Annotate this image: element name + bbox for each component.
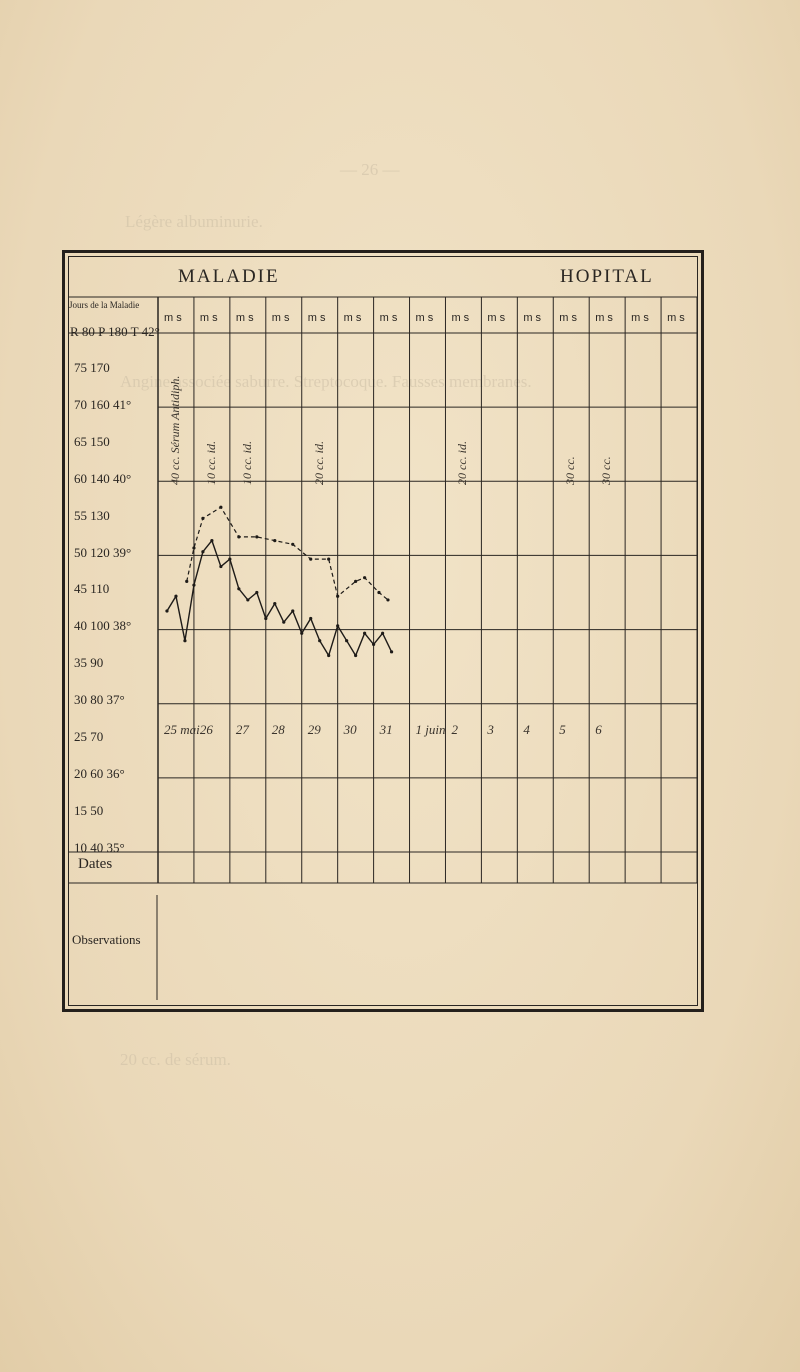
data-point-p <box>273 539 276 542</box>
axis-label: 40 100 38° <box>74 618 132 634</box>
ms-label: m s <box>415 312 434 324</box>
data-point-t <box>390 650 393 653</box>
data-point-t <box>318 639 321 642</box>
date-label: 25 mai <box>164 722 200 737</box>
data-point-p <box>219 506 222 509</box>
ms-label: m s <box>595 312 613 324</box>
date-label: 5 <box>559 722 566 737</box>
data-point-t <box>309 617 312 620</box>
ms-label: m s <box>523 312 542 324</box>
ms-label: m s <box>307 312 326 324</box>
data-point-p <box>377 591 380 594</box>
date-label: 2 <box>451 722 458 737</box>
axis-label: 65 150 <box>74 433 110 449</box>
axis-label: 20 60 36° <box>74 765 125 781</box>
data-point-t <box>255 591 258 594</box>
data-point-t <box>264 617 267 620</box>
axis-label: 45 110 <box>74 581 110 597</box>
data-point-t <box>336 624 339 627</box>
data-point-t <box>291 609 294 612</box>
date-label: 30 <box>343 722 357 737</box>
bleed-through-text: Angine associée saburre. Streptocoque. Fausses membranes. <box>120 372 532 391</box>
data-point-p <box>255 535 258 538</box>
data-point-t <box>354 654 357 657</box>
title-maladie: MALADIE <box>178 266 280 287</box>
data-point-p <box>309 558 312 561</box>
ms-label: m s <box>451 312 470 324</box>
axis-label: 70 160 41° <box>74 396 132 412</box>
ms-label: m s <box>271 312 290 324</box>
row-header-scale: R 80 P 180 T 42° <box>70 324 160 339</box>
bleed-through-text: Légère albuminurie. <box>125 212 263 231</box>
data-point-p <box>185 580 188 583</box>
ms-label: m s <box>487 312 506 324</box>
data-point-t <box>381 632 384 635</box>
ms-label: m s <box>199 312 218 324</box>
ms-label: m s <box>667 312 685 324</box>
injection-note: 10 cc. id. <box>239 441 254 485</box>
axis-label: 15 50 <box>74 802 104 818</box>
data-point-t <box>363 632 366 635</box>
series-line-t <box>167 541 392 656</box>
injection-note: 40 cc. Sérum Antidiph. <box>168 375 182 485</box>
data-point-p <box>291 543 294 546</box>
axis-label: 35 90 <box>74 655 104 671</box>
axis-label: 75 170 <box>74 360 110 375</box>
data-point-p <box>327 558 330 561</box>
data-point-p <box>386 598 389 601</box>
data-point-t <box>192 583 195 586</box>
dates-label: Dates <box>78 856 113 872</box>
data-point-p <box>192 546 195 549</box>
data-point-t <box>174 595 177 598</box>
bleed-through-text: 20 cc. de sérum. <box>120 1050 231 1069</box>
data-point-t <box>246 598 249 601</box>
bleed-through-text: — 26 — <box>340 160 400 179</box>
axis-label: 50 120 39° <box>74 544 132 560</box>
data-point-t <box>345 639 348 642</box>
injection-note: 20 cc. id. <box>311 441 326 485</box>
axis-label: 60 140 40° <box>74 470 132 486</box>
data-point-t <box>273 602 276 605</box>
data-point-p <box>201 517 204 520</box>
injection-note: 30 cc. <box>563 456 578 485</box>
date-label: 1 juin <box>415 722 446 737</box>
data-point-t <box>201 550 204 553</box>
ms-label: m s <box>631 312 649 324</box>
data-point-t <box>327 654 330 657</box>
data-point-p <box>354 580 357 583</box>
title-hopital: HOPITAL <box>560 266 654 287</box>
date-label: 28 <box>271 722 285 737</box>
date-label: 29 <box>307 722 321 737</box>
data-point-p <box>237 535 240 538</box>
axis-label: 55 130 <box>74 507 110 523</box>
ms-label: m s <box>379 312 398 324</box>
data-point-p <box>363 576 366 579</box>
date-label: 6 <box>595 722 602 737</box>
injection-note: 20 cc. id. <box>455 441 470 485</box>
observations-label: Observations <box>72 932 141 947</box>
injection-note: 30 cc. <box>599 456 614 485</box>
date-label: 26 <box>199 722 213 737</box>
data-point-t <box>219 565 222 568</box>
date-label: 31 <box>379 722 393 737</box>
data-point-t <box>237 587 240 590</box>
data-point-t <box>183 639 186 642</box>
axis-label: 25 70 <box>74 729 104 744</box>
ms-label: m s <box>343 312 362 324</box>
data-point-t <box>300 632 303 635</box>
data-point-t <box>228 558 231 561</box>
data-point-t <box>372 643 375 646</box>
data-point-p <box>336 595 339 598</box>
ms-label: m s <box>164 312 182 324</box>
row-header-days: Jours de la Maladie <box>69 300 140 310</box>
ms-label: m s <box>559 312 577 324</box>
date-label: 27 <box>235 722 249 737</box>
data-point-t <box>210 539 213 542</box>
data-point-t <box>282 621 285 624</box>
axis-label: 30 80 37° <box>74 692 125 708</box>
data-point-t <box>165 609 168 612</box>
ms-label: m s <box>235 312 254 324</box>
date-label: 3 <box>487 722 494 737</box>
date-label: 4 <box>523 722 530 737</box>
axis-label: 10 40 35° <box>74 839 125 855</box>
injection-note: 10 cc. id. <box>203 441 218 485</box>
